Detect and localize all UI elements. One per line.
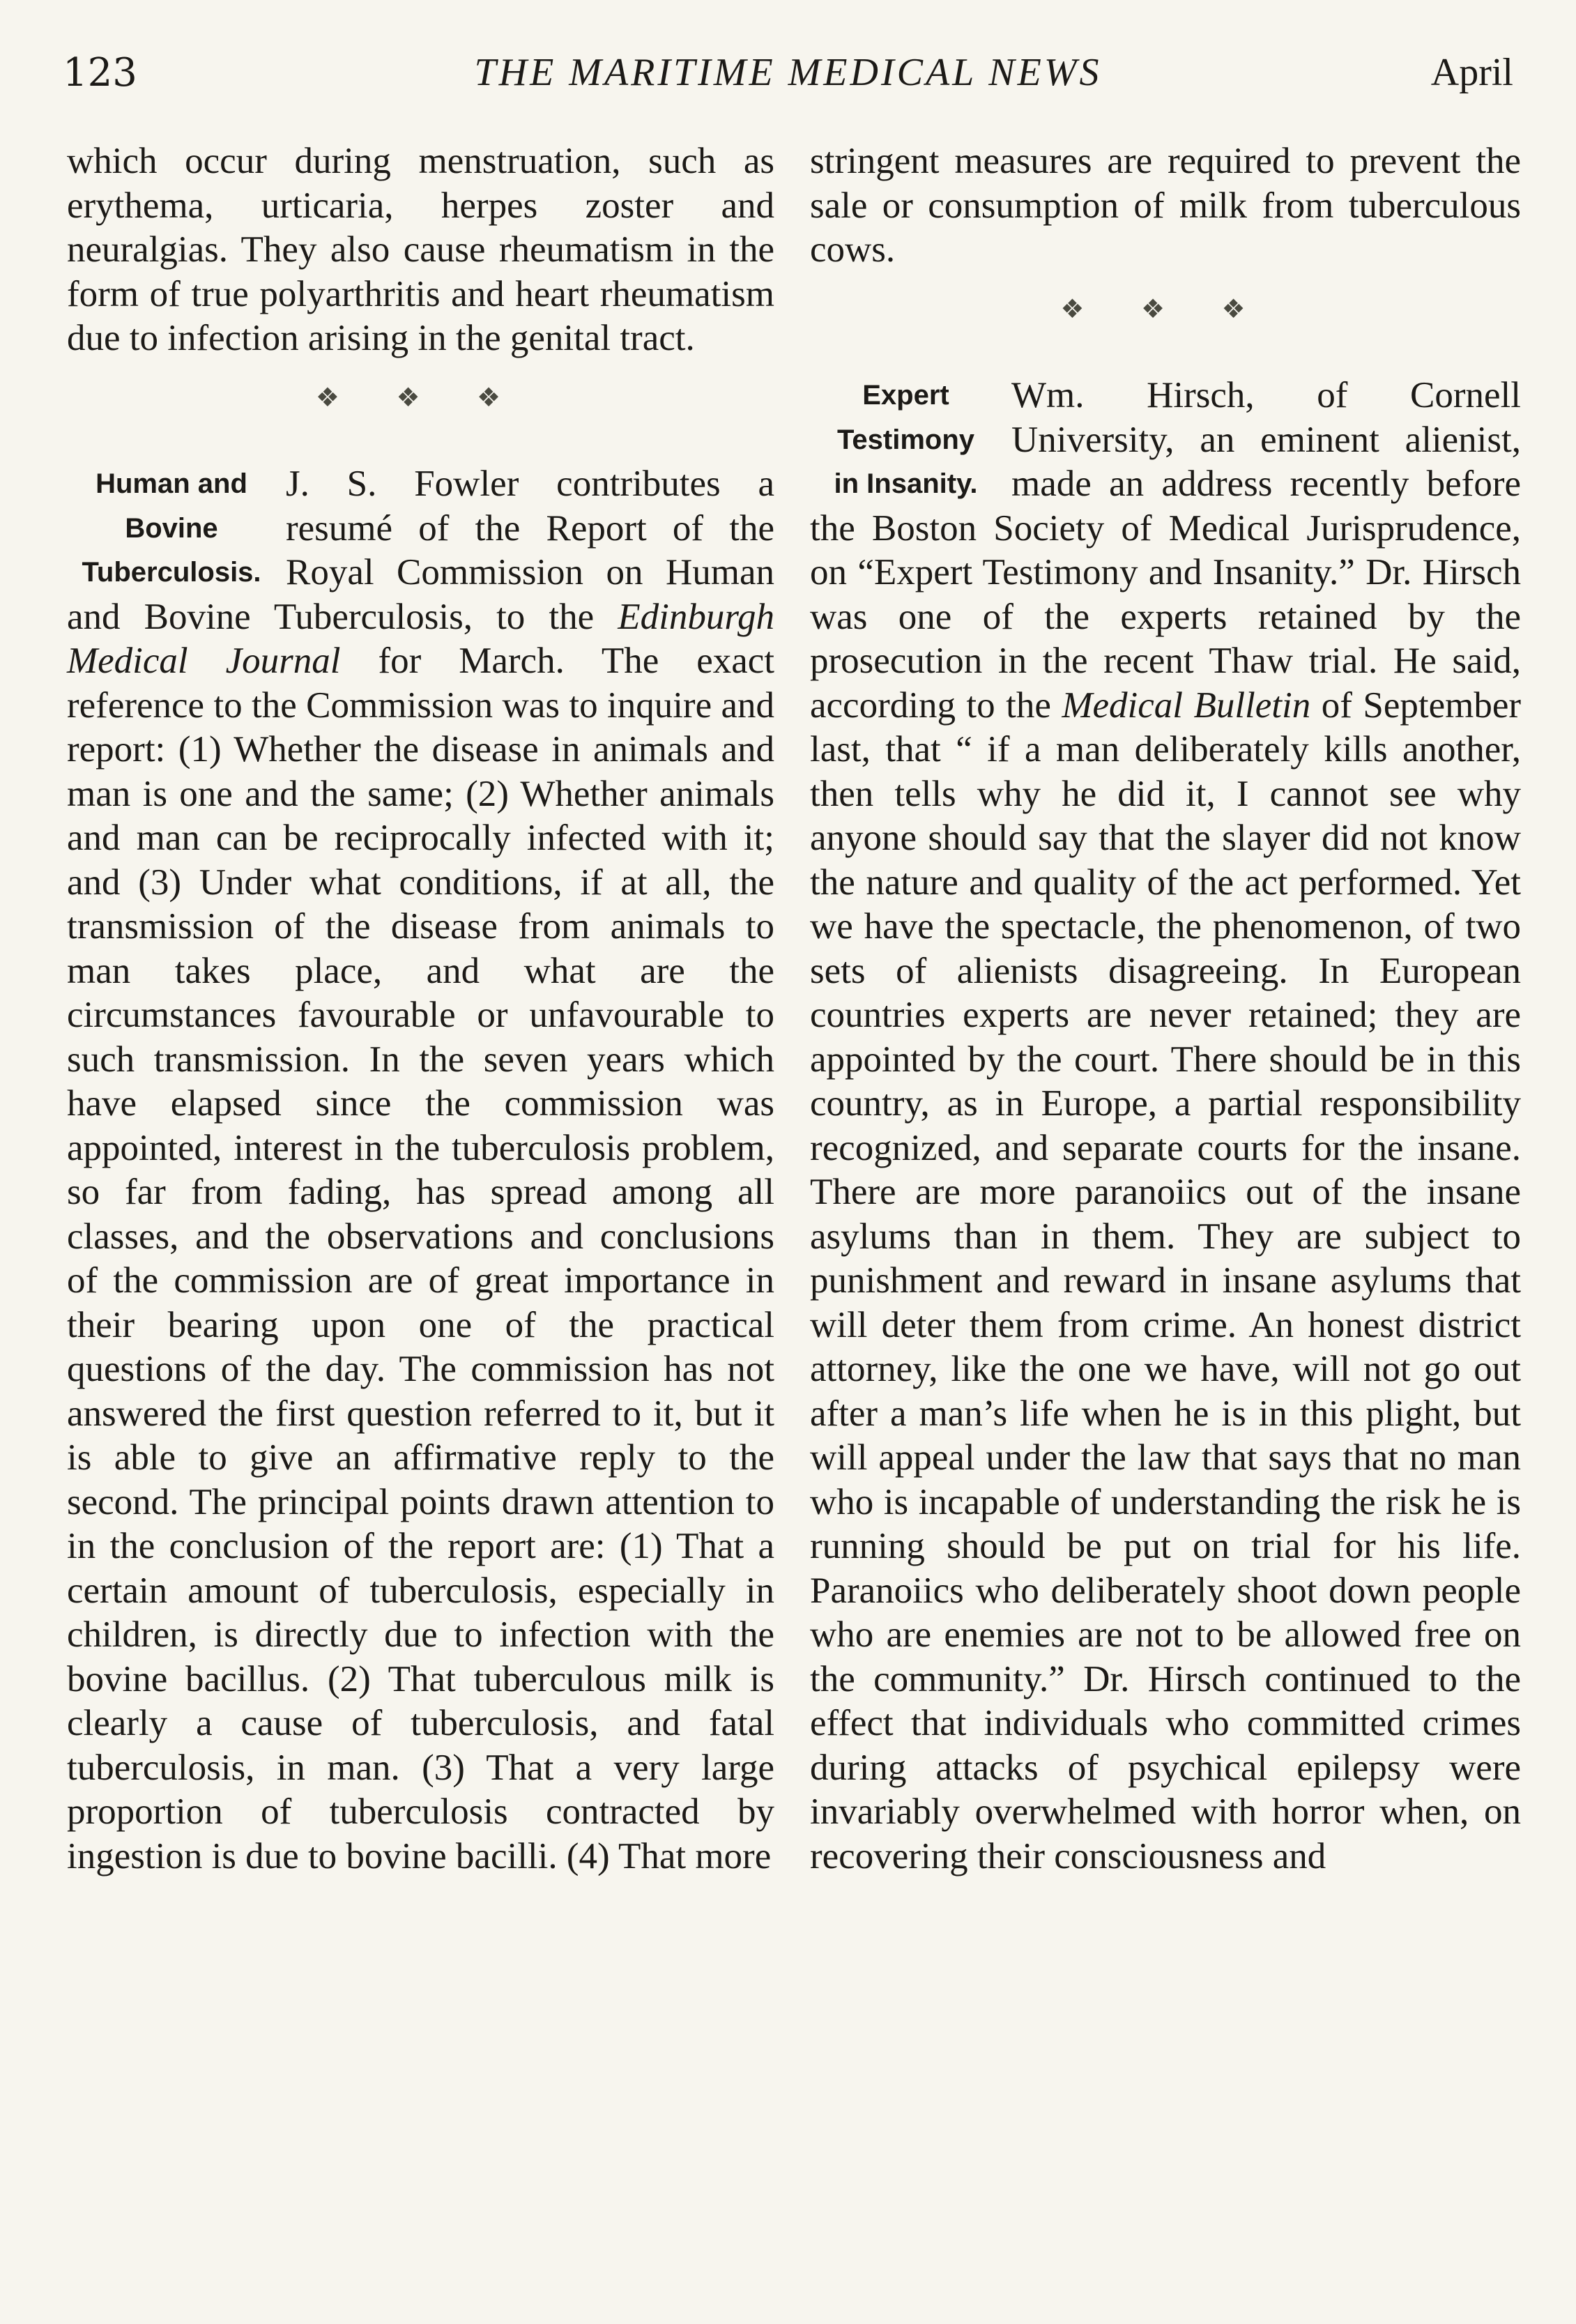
article-text: J. S. Fowler contributes a resumé of the Report of the Royal Commission on Human and Bovine Tuberculosis, to the (67, 464, 774, 637)
section-separator: ❖ ❖ ❖ (315, 383, 526, 413)
sidehead-line: in Insanity. (834, 468, 978, 499)
article-text: Wm. Hirsch, of Cornell University, an eminent alienist, made an address recently before the Boston Society of Medical Jurisprudence, on “Expert Testimony and Insanity.” Dr. Hirsch was one of the experts retained by the prosecution in the recent Thaw trial. He said, according to the (810, 375, 1521, 726)
sidehead-line: Testimony (836, 424, 975, 455)
sidehead-line: Bovine (125, 512, 218, 544)
article-text: of September last, that “ if a man deliberately kills another, then tells why he did it, I cannot see why anyone should say that the slayer did not know the nature and quality of the act performed. Yet we have the spectacle, the phenomenon, of two sets of alienists disagreeing. In European countries experts are never retained; they are appointed by the court. There should be in this country, as in Europe, a partial responsibility recognized, and separate courts for the insane. There are more paranoiics out of the insane asylums than in them. They are subject to punishment and reward in insane asylums that will deter them from crime. An honest district attorney, like the one we have, will not go out after a man’s life when he is in this plight, but will appeal under the law that says that no man who is incapable of understanding the risk he is running should be put on trial for his life. Paranoiics who deliberately shoot down people who are enemies are not to be allowed free on the community.” Dr. Hirsch continued to the effect that individuals who committed crimes during attacks of psychical epilepsy were invariably overwhelmed with horror when, on recovering their consciousness and (810, 685, 1522, 1876)
journal-title: THE MARITIME MEDICAL NEWS (474, 51, 1102, 94)
page-header (56, 50, 1520, 106)
sidehead-human-bovine-tuberculosis (67, 462, 276, 595)
page-number: 123 (63, 50, 137, 95)
sidehead-line: Tuberculosis. (82, 557, 261, 588)
sidehead-expert-testimony (810, 374, 1002, 507)
article-text: for March. The exact reference to the Commission was to inquire and report: (1) Whether the disease in animals and man is one and the same; (2) Whether animals and man can be reciprocally infected with it; and (3) Under what conditions, if at all, the transmission of the disease from animals to man takes place, and what are the circumstances favourable or unfavourable to such transmission. In the seven years which have elapsed since the commission was appointed, interest in the tuberculosis problem, so far from fading, has spread among all classes, and the observations and conclusions of the commission are of great importance in their bearing upon one of the practical questions of the day. The commission has not answered the first question referred to it, but it is able to give an affirmative reply to the second. The principal points drawn attention to in the conclusion of the report are: (1) That a certain amount of tuberculosis, especially in children, is directly due to infection with the bovine bacillus. (2) That tuberculous milk is clearly a cause of tuberculosis, and fatal tuberculosis, in man. (3) That a very large proportion of tuberculosis contracted by ingestion is due to bovine bacilli. (4) That more (67, 641, 774, 1876)
left-intro-paragraph: which occur during menstruation, such as erythema, urticaria, herpes zoster and neuralgias. They also cause rheumatism in the form of true polyarthritis and heart rheumatism due to infection arising in the genital tract. (67, 141, 774, 358)
journal-reference: Medical Bulletin (1062, 685, 1311, 726)
right-column (810, 139, 1521, 1879)
sidehead-line: Human and (95, 468, 247, 499)
journal-reference: Edinburgh Medical Journal (67, 596, 774, 681)
left-column (67, 139, 774, 1879)
expert-testimony-article (810, 374, 1521, 1879)
right-intro-paragraph: stringent measures are required to prevent the sale or consumption of milk from tuberculous cows. (810, 141, 1521, 270)
issue-month: April (1430, 51, 1513, 94)
tuberculosis-article (67, 462, 774, 1879)
sidehead-line: Expert (862, 380, 949, 411)
section-separator: ❖ ❖ ❖ (1060, 294, 1271, 324)
